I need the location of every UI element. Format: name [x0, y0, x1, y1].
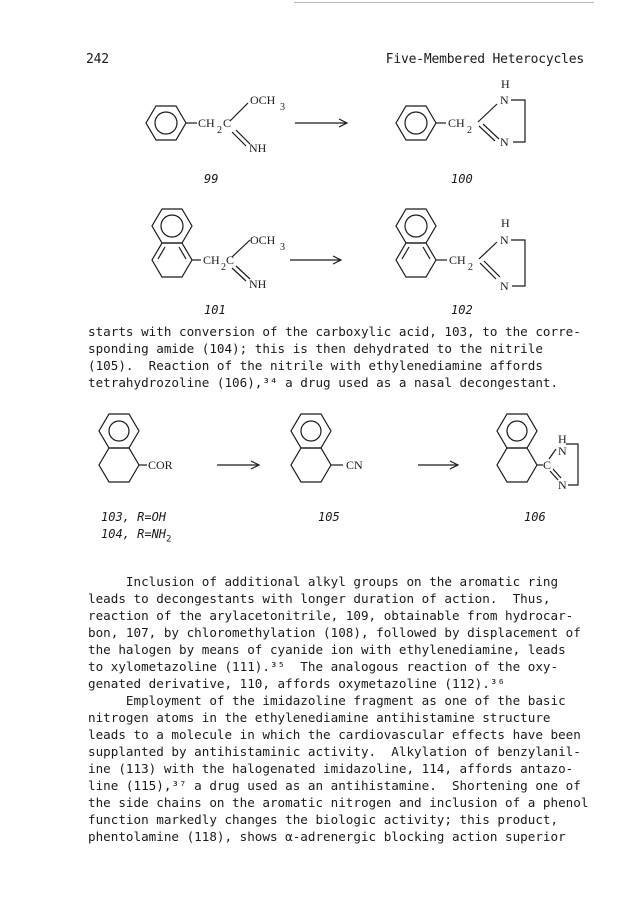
cyclohexane-ring [99, 448, 139, 482]
atom-label-h: H [501, 77, 510, 91]
compound-number: 99 [204, 172, 219, 186]
compound-number: 104, $R=NH_2$ [101, 527, 172, 545]
benzene-ring [497, 414, 537, 448]
atom-label-nh: NH [249, 277, 267, 291]
text-line: (105). Reaction of the nitrile with ethylenediamine affords [88, 358, 543, 373]
benzene-ring [99, 414, 139, 448]
benzene-ring [146, 106, 186, 140]
naphthalene-lower-ring [152, 243, 192, 277]
atom-label-c: C [223, 116, 232, 130]
text-line: supplanted by antihistaminic activity. Alkylation of benzylanil- [88, 744, 581, 759]
text-line: Inclusion of additional alkyl groups on the aromatic ring [88, 574, 559, 589]
compound-number: 102 [451, 303, 473, 317]
atom-subscript: 2 [217, 125, 222, 136]
text-line: tetrahydrozoline (106),³⁴ a drug used as a nasal decongestant. [88, 375, 559, 390]
atom-label-n: N [500, 279, 509, 293]
cyclohexane-ring [497, 448, 537, 482]
benzene-ring [291, 414, 331, 448]
atom-label-n: N [558, 478, 567, 492]
atom-subscript: 2 [468, 262, 473, 273]
compound-105-structure [291, 414, 343, 482]
text-line: to xylometazoline (111).³⁵ The analogous reaction of the oxy- [88, 659, 559, 674]
naphthalene-upper-ring [152, 209, 192, 243]
benzene-ring [396, 106, 436, 140]
atom-label-h: H [558, 432, 567, 446]
atom-subscript: 3 [280, 242, 285, 253]
text-line: function markedly changes the biologic activity; this product, [88, 812, 559, 827]
atom-label-h: H [501, 216, 510, 230]
reaction-arrow-1 [295, 119, 347, 127]
atom-label-n: N [500, 93, 509, 107]
atom-label-och3: OCH [250, 93, 276, 107]
text-line: ine (113) with the halogenated imidazoline, 114, affords antazo- [88, 761, 574, 776]
reaction-arrow-3 [217, 461, 259, 469]
atom-label-cor: COR [148, 458, 173, 472]
text-line: phentolamine (118), shows α-adrenergic blocking action superior [88, 829, 566, 844]
cyclohexane-ring [291, 448, 331, 482]
atom-label-n: N [558, 444, 567, 458]
text-line: the side chains on the aromatic nitrogen and inclusion of a phenol [88, 795, 589, 810]
naphthalene-lower-ring [396, 243, 436, 277]
atom-label-ch2: CH [449, 253, 466, 267]
imidazoline-ring [511, 100, 525, 142]
naphthalene-upper-ring [396, 209, 436, 243]
atom-subscript: 3 [280, 102, 285, 113]
text-line: starts with conversion of the carboxylic acid, 103, to the corre- [88, 324, 581, 339]
reaction-arrow-2 [290, 256, 341, 264]
atom-label-c: C [543, 458, 552, 472]
compound-number: 105 [318, 510, 340, 524]
atom-label-och3: OCH [250, 233, 276, 247]
reaction-arrow-4 [418, 461, 458, 469]
atom-subscript: 2 [221, 262, 226, 273]
text-line: Employment of the imidazoline fragment as one of the basic [88, 693, 566, 708]
text-line: the halogen by means of cyanide ion with ethylenediamine, leads [88, 642, 566, 657]
text-line: leads to a molecule in which the cardiovascular effects have been [88, 727, 581, 742]
atom-label-cn: CN [346, 458, 363, 472]
atom-label-n: N [500, 135, 509, 149]
imidazoline-ring [511, 240, 525, 286]
text-line: sponding amide (104); this is then dehydrated to the nitrile [88, 341, 543, 356]
atom-label-ch2: CH [203, 253, 220, 267]
atom-label-ch2: CH [448, 116, 465, 130]
imidazoline-ring [566, 444, 578, 485]
compound-101-structure [152, 209, 250, 281]
text-line: reaction of the arylacetonitrile, 109, obtainable from hydrocar- [88, 608, 574, 623]
compound-number: 103, R=OH [101, 510, 167, 524]
text-line: nitrogen atoms in the ethylenediamine antihistamine structure [88, 710, 551, 725]
text-line: genated derivative, 110, affords oxymetazoline (112).³⁶ [88, 676, 506, 691]
atom-label-nh: NH [249, 141, 267, 155]
compound-number: 106 [524, 510, 546, 524]
text-line: leads to decongestants with longer duration of action. Thus, [88, 591, 551, 606]
atom-subscript: 2 [467, 125, 472, 136]
text-line: bon, 107, by chloromethylation (108), followed by displacement of [88, 625, 581, 640]
page-number: 242 [86, 52, 109, 67]
text-line: line (115),³⁷ a drug used as an antihistamine. Shortening one of [88, 778, 581, 793]
atom-label-n: N [500, 233, 509, 247]
running-head: Five-Membered Heterocycles [385, 52, 584, 67]
compound-103-104-structure [99, 414, 147, 482]
compound-number: 100 [451, 172, 473, 186]
compound-number: 101 [204, 303, 226, 317]
atom-label-c: C [226, 253, 235, 267]
atom-label-ch2: CH [198, 116, 215, 130]
